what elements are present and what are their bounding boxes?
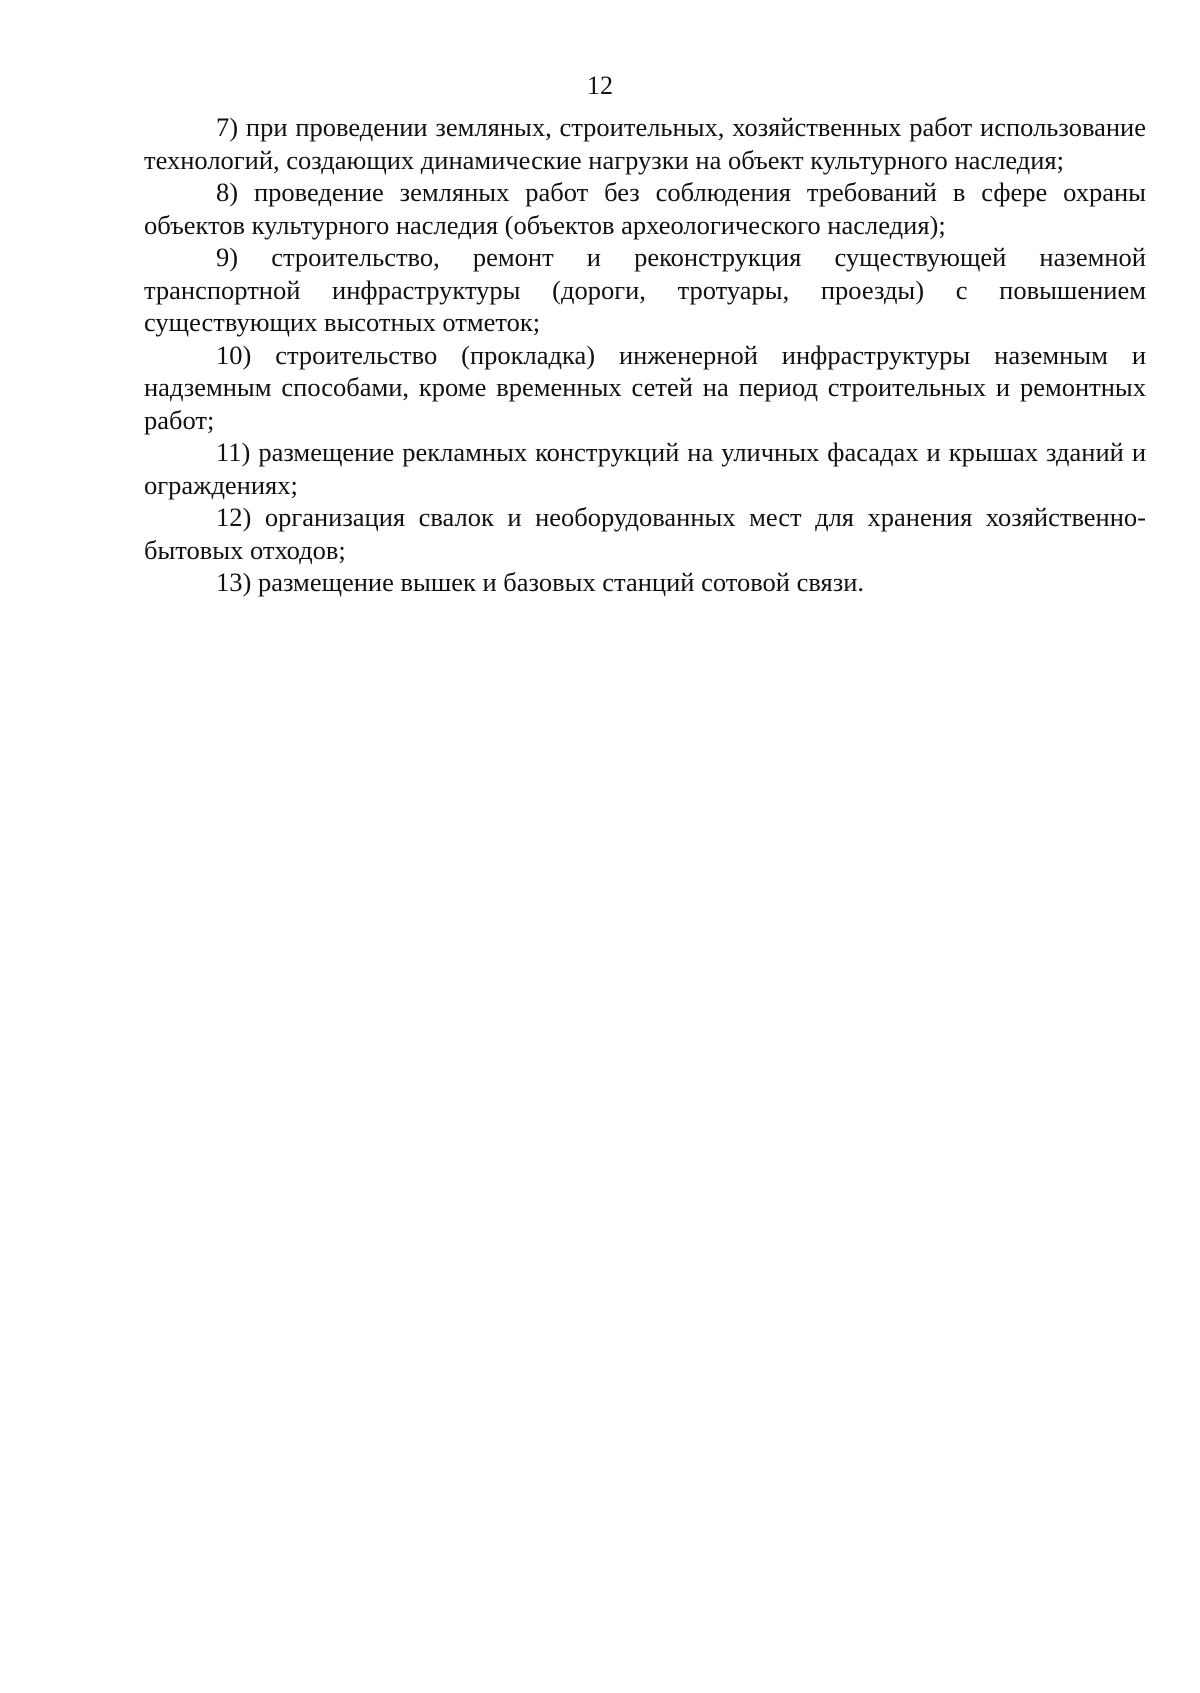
list-item-10: 10) строительство (прокладка) инженерной инфраструктуры наземным и надземным способами, кроме временных сетей на период строительных и ремонтных работ;: [144, 339, 1146, 435]
list-item-8: 8) проведение земляных работ без соблюдения требований в сфере охраны объектов культурного наследия (объектов археологического наследия);: [144, 177, 1146, 240]
list-item-12: 12) организация свалок и необорудованных мест для хранения хозяйственно-бытовых отходов;: [144, 502, 1146, 565]
list-item-9: 9) строительство, ремонт и реконструкция существующей наземной транспортной инфраструктуры (дороги, тротуары, проезды) с повышением существующих высотных отметок;: [144, 242, 1146, 337]
list-item-11: 11) размещение рекламных конструкций на уличных фасадах и крышах зданий и ограждениях;: [144, 437, 1146, 500]
list-item-7: 7) при проведении земляных, строительных, хозяйственных работ использование технологий, создающих динамические нагрузки на объект культурного наследия;: [144, 112, 1146, 175]
list-item-13: 13) размещение вышек и базовых станций сотовой связи.: [216, 567, 864, 597]
restriction-list: [144, 111, 1146, 599]
page-number: 12: [587, 71, 613, 100]
